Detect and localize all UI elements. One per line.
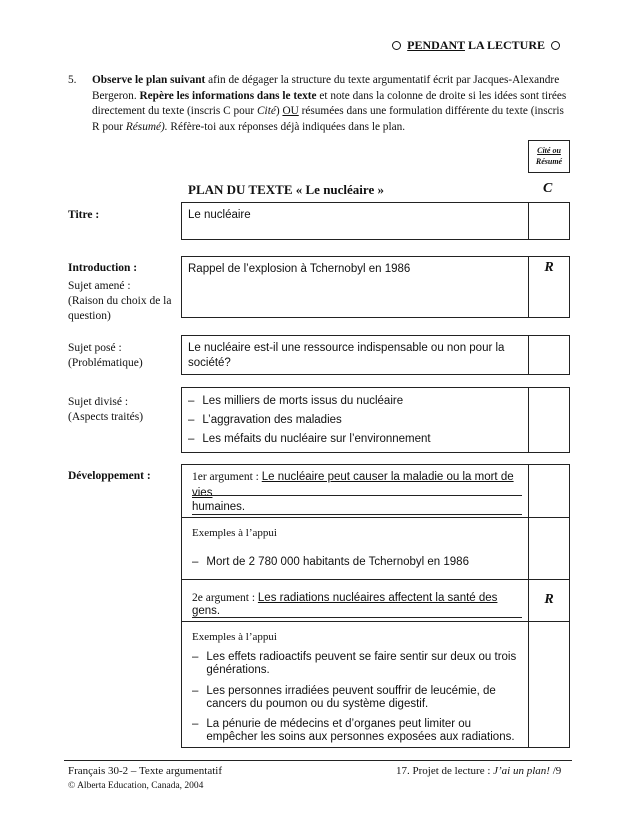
divise-item-2: L’aggravation des maladies: [202, 414, 342, 426]
footer-right-suffix: /9: [549, 765, 562, 777]
arg1-prefix: 1er argument :: [192, 471, 262, 483]
ex2-item-2: Les personnes irradiées peuvent souffrir de leucémie, de cancers du poumon ou du système digestif.: [206, 685, 496, 710]
question-5: [68, 73, 568, 135]
titre-label: Titre :: [68, 209, 100, 221]
q-text2: et note dans la colonne de droite si les idées sont tirées directement du texte (inscris C pour: [92, 89, 567, 117]
list-item: – Les personnes irradiées peuvent souffrir de leucémie, de cancers du poumon ou du système digestif.: [192, 685, 522, 711]
q-cite: Cité: [257, 105, 276, 117]
list-item: – L’aggravation des maladies: [188, 414, 342, 426]
footer-rule: [64, 760, 572, 761]
divise-item-1: Les milliers de morts issus du nucléaire: [202, 395, 404, 407]
q-bold2: Repère les informations dans le texte: [139, 89, 317, 102]
divise-sub: (Aspects traités): [68, 411, 144, 423]
amene-mark-cell: [528, 256, 570, 318]
ex2-cell: [181, 621, 529, 748]
ex1-head: Exemples à l’appui: [192, 527, 277, 539]
ex2-mark-cell: [528, 621, 570, 748]
pose-sub: (Problématique): [68, 357, 143, 369]
pose-mark-cell: [528, 335, 570, 375]
amene-label-block: [68, 279, 180, 324]
footer-left-1: Français 30-2 – Texte argumentatif: [68, 765, 222, 777]
arg2-line: [192, 617, 522, 618]
arg1-mark-cell: [528, 464, 570, 518]
footer-right-prefix: 17. Projet de lecture :: [396, 765, 494, 777]
q-text5: Réfère-toi aux réponses déjà indiquées dans le plan.: [167, 120, 406, 133]
list-item: – Mort de 2 780 000 habitants de Tchernobyl en 1986: [192, 556, 469, 568]
arg1-cell: [181, 464, 529, 518]
amene-label: Sujet amené :: [68, 280, 131, 292]
q-bold1: Observe le plan suivant: [92, 74, 206, 86]
column-header-line1: Cité ou: [537, 146, 561, 155]
amene-value: Rappel de l’explosion à Tchernobyl en 1986: [188, 263, 411, 275]
pose-label-block: [68, 341, 143, 371]
plan-title: PLAN DU TEXTE « Le nucléaire »: [188, 182, 384, 197]
arg2-mark: R: [544, 592, 554, 607]
header-rest: LA LECTURE: [464, 38, 545, 52]
bullet-icon: [551, 41, 560, 50]
arg1-text2: humaines.: [192, 501, 246, 513]
arg2-text2: gens.: [192, 605, 221, 617]
q-ou: OU: [282, 105, 299, 117]
divise-label: Sujet divisé :: [68, 396, 129, 408]
ex2-head: Exemples à l’appui: [192, 631, 277, 643]
list-item: – La pénurie de médecins et d’organes peut limiter ou empêcher les soins aux personnes exposées aux radiations.: [192, 718, 522, 744]
ex2-item-1: Les effets radioactifs peuvent se faire sentir sur deux ou trois générations.: [206, 651, 517, 676]
titre-mark-cell: [528, 202, 570, 240]
arg1-text: Le nucléaire peut causer la maladie ou la mort de vies: [192, 471, 514, 499]
list-item: – Les effets radioactifs peuvent se faire sentir sur deux ou trois générations.: [192, 651, 522, 677]
q-resume: Résumé).: [125, 120, 168, 133]
pose-label: Sujet posé :: [68, 342, 122, 354]
divise-value-cell: [181, 387, 529, 453]
question-number: 5.: [68, 74, 77, 86]
ex1-item-1: Mort de 2 780 000 habitants de Tchernobyl en 1986: [206, 556, 469, 568]
arg1-line-1: [192, 495, 522, 496]
pose-value: Le nucléaire est-il une ressource indispensable ou non pour la société?: [188, 342, 505, 369]
amene-sub: (Raison du choix de la question): [68, 295, 172, 322]
column-header-line2: Résumé: [535, 157, 563, 166]
arg2-mark-cell: [528, 579, 570, 622]
amene-value-cell: [181, 256, 529, 318]
pose-value-cell: [181, 335, 529, 375]
divise-mark-cell: [528, 387, 570, 453]
arg2-cell: [181, 579, 529, 622]
ex1-mark-cell: [528, 517, 570, 580]
q-text3: ): [275, 105, 283, 117]
dev-label: Développement :: [68, 470, 151, 482]
divise-item-3: Les méfaits du nucléaire sur l’environnement: [202, 433, 431, 445]
footer-right-italic: J’ai un plan!: [493, 765, 550, 777]
divise-label-block: [68, 395, 143, 425]
ex2-item-3: La pénurie de médecins et d’organes peut limiter ou empêcher les soins aux personnes exposées aux radiations.: [206, 718, 515, 743]
intro-label: Introduction :: [68, 262, 138, 274]
q-text4: résumées dans une formulation différente du texte (inscris R pour: [92, 105, 564, 133]
ex1-cell: [181, 517, 529, 580]
column-header-cell: [528, 140, 570, 173]
titre-value-cell: [181, 202, 529, 240]
list-item: – Les milliers de morts issus du nucléaire: [188, 395, 404, 407]
title-mark: C: [543, 181, 553, 196]
footer-right: [396, 765, 561, 777]
section-header: [392, 38, 560, 53]
footer-left-2: © Alberta Education, Canada, 2004: [68, 781, 204, 791]
arg2-prefix: 2e argument :: [192, 592, 258, 604]
amene-mark: R: [544, 260, 554, 275]
arg2-text: Les radiations nucléaires affectent la santé des: [257, 592, 498, 604]
header-underlined: PENDANT: [407, 38, 465, 52]
q-text1: afin de dégager la structure du texte argumentatif écrit par Jacques-Alexandre Bergeron.: [92, 74, 560, 102]
arg1-line-2: [192, 514, 522, 515]
list-item: – Les méfaits du nucléaire sur l’environnement: [188, 433, 431, 445]
bullet-icon: [392, 41, 401, 50]
titre-value: Le nucléaire: [188, 209, 251, 221]
